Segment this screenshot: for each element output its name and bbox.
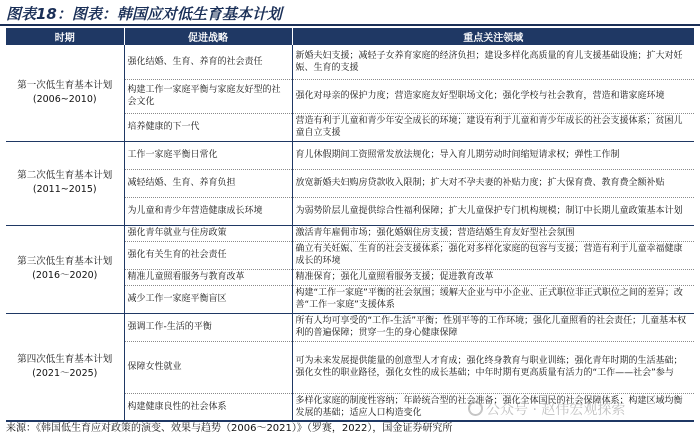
focus-cell: 营造有利于儿童和青少年安全成长的环境；建设有利于儿童和青少年成长的社会支援体系；贫困儿童自立支援 bbox=[292, 113, 694, 141]
strategy-cell: 减轻结婚、生育、养育负担 bbox=[124, 169, 292, 197]
strategy-cell: 工作一家庭平衡日常化 bbox=[124, 141, 292, 169]
title-rule bbox=[0, 24, 700, 26]
period-cell bbox=[6, 225, 124, 313]
strategy-cell: 精准儿童照看服务与教育改革 bbox=[124, 269, 292, 285]
focus-cell: 放宽新婚夫妇购房贷款收入限制；扩大对不孕夫妻的补贴力度；扩大保育费、教育费全额补贴 bbox=[292, 169, 694, 197]
focus-cell: 多样化家庭的制度性容纳；年龄统合型的社会准备；强化全体国民的社会保障体系；构建区域均衡发展的基础；适应人口构造变化 bbox=[292, 393, 694, 421]
strategy-cell: 构建健康良性的社会体系 bbox=[124, 393, 292, 421]
period-years: (2011~2015) bbox=[32, 184, 97, 195]
focus-cell: 确立有关妊娠、生育的社会支援体系；强化对多样化家庭的包容与支援；营造有利于儿童幸福健康成长的环境 bbox=[292, 241, 694, 269]
period-cell bbox=[6, 313, 124, 421]
source-note: 来源：《韩国低生育应对政策的演变、效果与趋势（2006～2021）》（罗赛，2022），国金证券研究所 bbox=[6, 423, 453, 434]
strategy-cell: 减少工作一家庭平衡盲区 bbox=[124, 285, 292, 313]
period-years: (2021～2025) bbox=[32, 367, 98, 379]
focus-cell: 精准保育；强化儿童照看服务支援；促进教育改革 bbox=[292, 269, 694, 285]
focus-cell: 可为未来发展提供能量的创意型人才育成；强化终身教育与职业训练；强化青年时期的生活基础；强化女性的职业路径，强化女性的成长基础；中年时期有更高质量有活力的“工作——社会”参与 bbox=[292, 341, 694, 393]
focus-cell: 育儿休假期间工资照常发放法规化；导入育儿期劳动时间缩短请求权；弹性工作制 bbox=[292, 141, 694, 169]
plans-table bbox=[6, 28, 694, 422]
focus-cell: 强化对母亲的保护力度；营造家庭友好型职场文化；强化学校与社会教育，营造和谐家庭环境 bbox=[292, 79, 694, 113]
strategy-cell: 强化结婚、生育、养育的社会责任 bbox=[124, 45, 292, 79]
title-bar bbox=[0, 0, 700, 26]
strategy-cell: 为儿童和青少年营造健康成长环境 bbox=[124, 197, 292, 225]
strategy-cell: 强化有关生育的社会责任 bbox=[124, 241, 292, 269]
focus-cell: 构建“工作一家庭”平衡的社会氛围；缓解大企业与中小企业、正式职位非正式职位之间的差异；改善“工作一家庭”支援体系 bbox=[292, 285, 694, 313]
strategy-cell: 强调工作-生活的平衡 bbox=[124, 313, 292, 341]
wechat-icon bbox=[468, 401, 483, 416]
strategy-cell: 培养健康的下一代 bbox=[124, 113, 292, 141]
header-strategy: 促进战略 bbox=[124, 28, 292, 45]
strategy-cell: 强化青年就业与住房政策 bbox=[124, 225, 292, 241]
watermark bbox=[468, 399, 625, 419]
focus-cell: 为弱势阶层儿童提供综合性福利保障；扩大儿童保护专门机构规模；制订中长期儿童政策基本计划 bbox=[292, 197, 694, 225]
watermark-text: 公众号 · 赵伟宏观探索 bbox=[486, 402, 626, 418]
table-row bbox=[6, 141, 694, 169]
strategy-cell: 构建工作一家庭平衡与家庭友好型的社会文化 bbox=[124, 79, 292, 113]
table-row bbox=[6, 313, 694, 341]
period-name: 第四次低生育基本计划 bbox=[17, 353, 113, 365]
header-row bbox=[6, 28, 694, 45]
focus-cell: 新婚夫妇支援；减轻子女养育家庭的经济负担；建设多样化高质量的育儿支援基础设施；扩大对妊娠、生育的支援 bbox=[292, 45, 694, 79]
period-cell bbox=[6, 141, 124, 225]
period-name: 第三次低生育基本计划 bbox=[17, 256, 113, 267]
period-name: 第一次低生育基本计划 bbox=[17, 79, 113, 91]
period-years: (2006~2010) bbox=[32, 93, 97, 105]
period-cell bbox=[6, 45, 124, 141]
focus-cell: 激活青年雇佣市场；强化婚姻住房支援；营造结婚生育友好型社会氛围 bbox=[292, 225, 694, 241]
header-period: 时期 bbox=[6, 28, 124, 45]
table-row bbox=[6, 45, 694, 79]
header-focus: 重点关注领域 bbox=[292, 28, 694, 45]
figure-title: 图表18：图表：韩国应对低生育基本计划 bbox=[6, 5, 282, 23]
period-years: (2016～2020) bbox=[32, 270, 98, 281]
period-name: 第二次低生育基本计划 bbox=[17, 170, 113, 181]
focus-cell: 所有人均可享受的“工作-生活”平衡；性别平等的工作环境；强化儿童照看的社会责任；儿童基本权利的普遍保障；贯穿一生的身心健康保障 bbox=[292, 313, 694, 341]
strategy-cell: 保障女性就业 bbox=[124, 341, 292, 393]
table-row bbox=[6, 225, 694, 241]
